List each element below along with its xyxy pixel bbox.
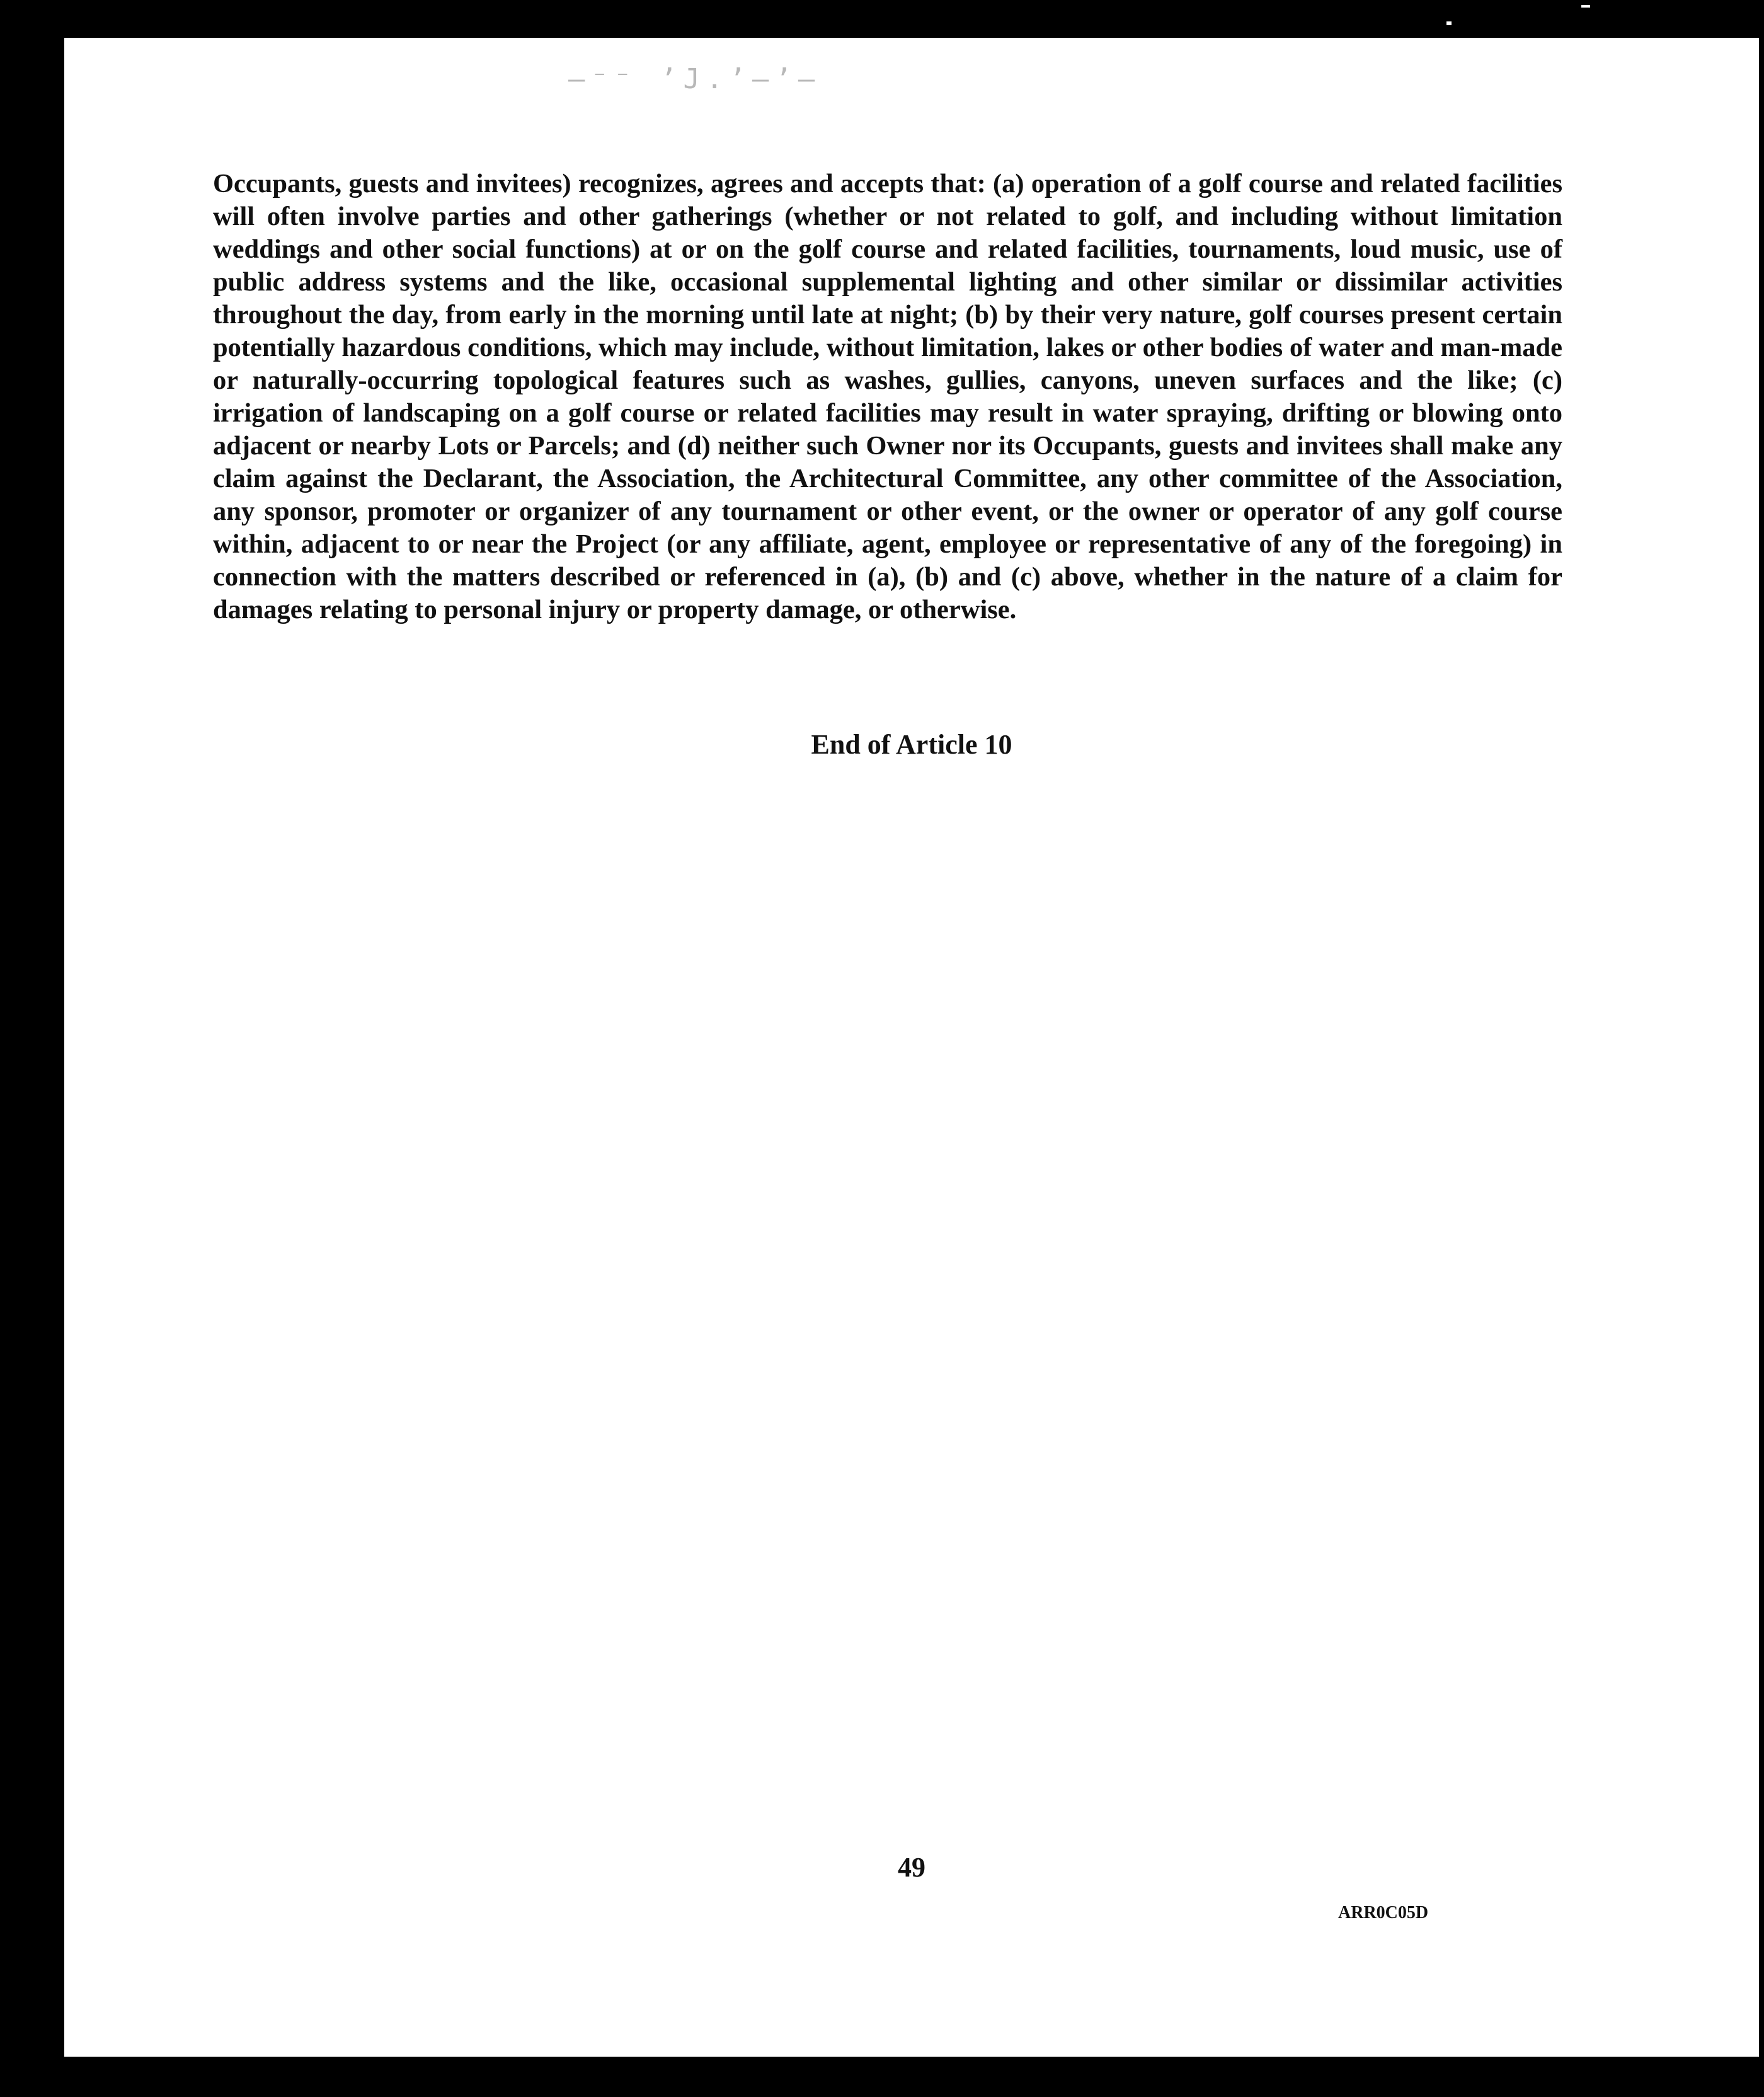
scan-speck xyxy=(1736,407,1743,411)
scan-speck xyxy=(1446,21,1452,25)
scan-speck xyxy=(1581,5,1590,8)
page-number: 49 xyxy=(898,1852,925,1883)
document-page xyxy=(64,38,1759,2057)
article-end-note: End of Article 10 xyxy=(811,729,1012,760)
document-code: ARR0C05D xyxy=(1338,1903,1429,1922)
scan-speck xyxy=(1698,1006,1705,1013)
body-paragraph: Occupants, guests and invitees) recognizes, agrees and accepts that: (a) operation of a golf course and related facilities will often involve parties and other gatherings (whether or not related to golf, and including without limitation weddings and other social functions) at or on the golf course and related facilities, tournaments, loud music, use of public address systems and the like, occasional supplemental lighting and other similar or dissimilar activities throughout the day, from early in the morning until late at night; (b) by their very nature, golf courses present certain potentially hazardous conditions, which may include, without limitation, lakes or other bodies of water and man-made or naturally-occurring topological features such as washes, gullies, canyons, uneven surfaces and the like; (c) irrigation of landscaping on a golf course or related facilities may result in water spraying, drifting or blowing onto adjacent or nearby Lots or Parcels; and (d) neither such Owner nor its Occupants, guests and invitees shall make any claim against the Declarant, the Association, the Architectural Committee, any other committee of the Association, any sponsor, promoter or organizer of any tournament or other event, or the owner or operator of any golf course within, adjacent to or near the Project (or any affiliate, agent, employee or representative of any of the foregoing) in connection with the matters described or referenced in (a), (b) and (c) above, whether in the nature of a claim for damages relating to personal injury or property damage, or otherwise. xyxy=(213,169,1562,624)
faint-stamp-text: –⁻⁻ ʼJ.ʼ–ʼ– xyxy=(568,63,822,95)
scan-speck xyxy=(1739,252,1745,256)
